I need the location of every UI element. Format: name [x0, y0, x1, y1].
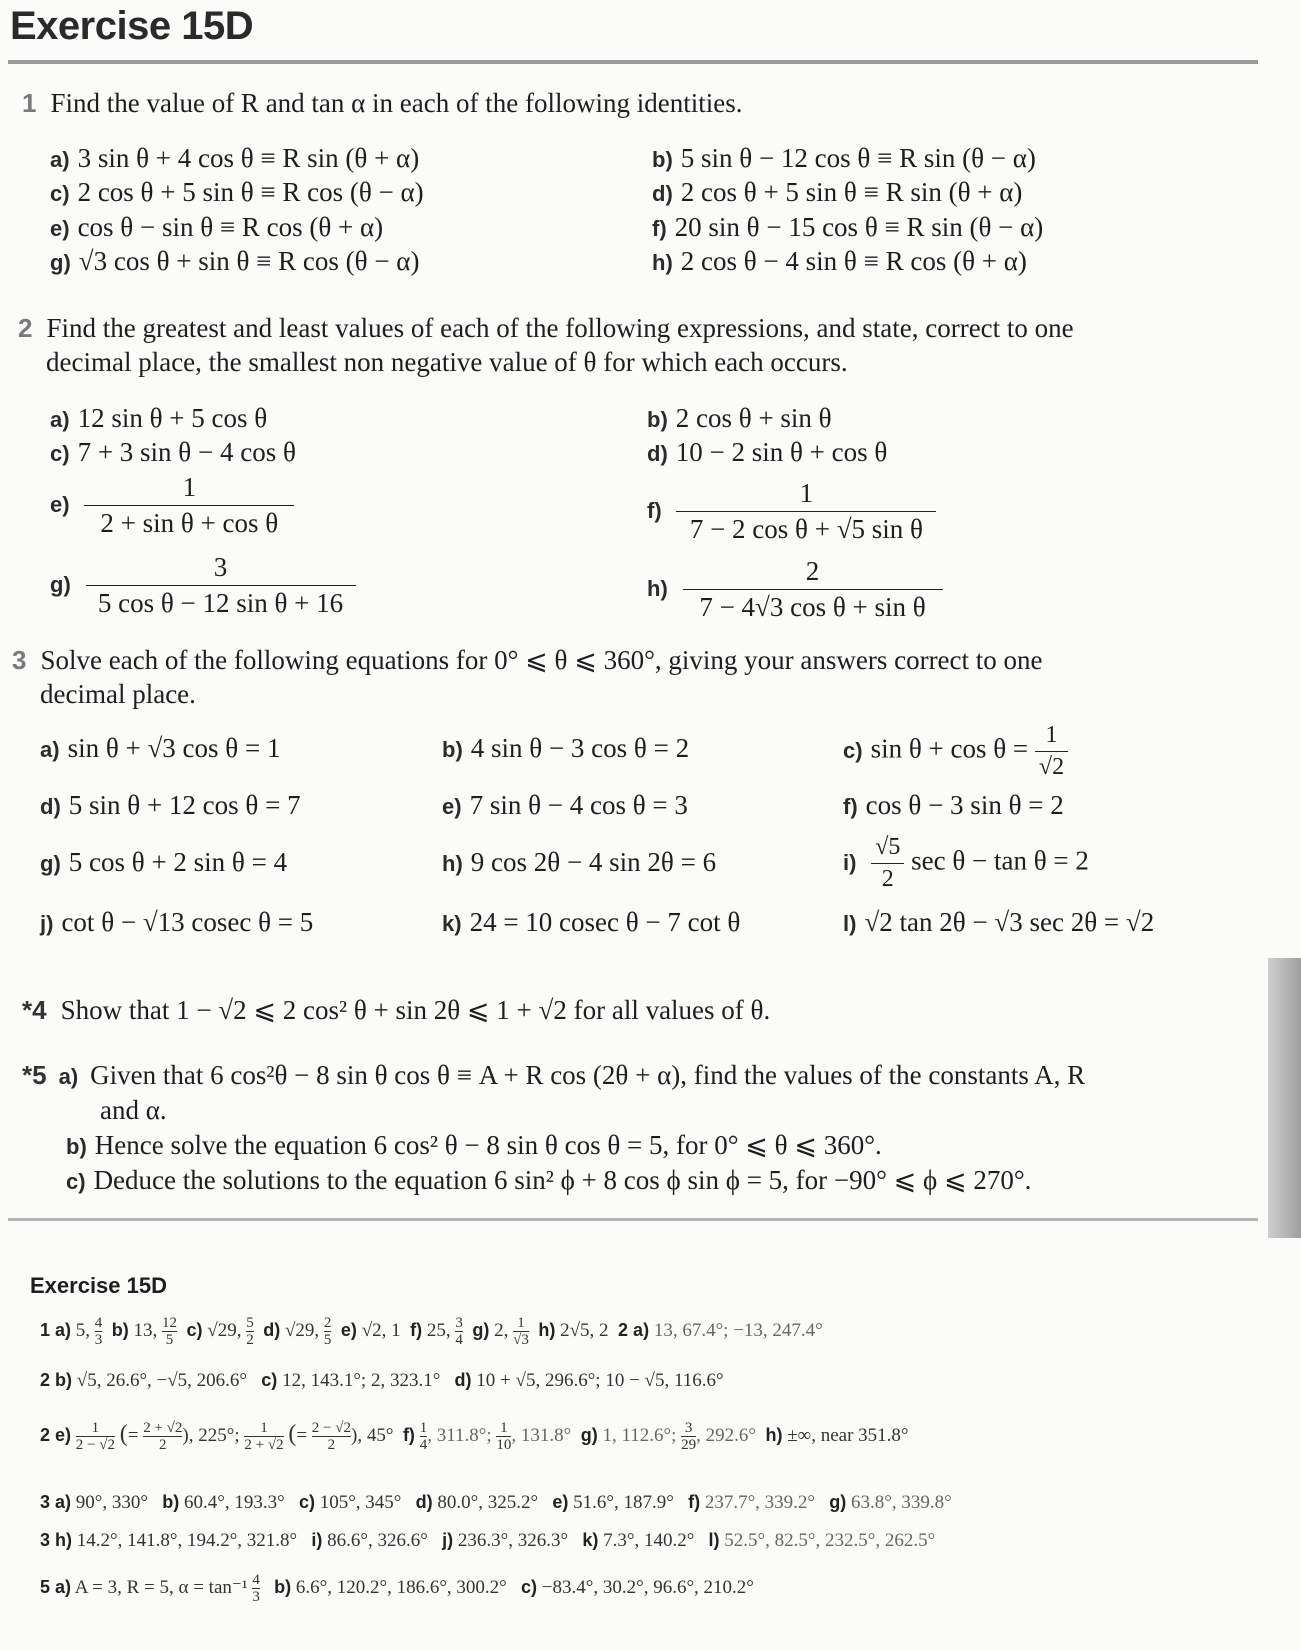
question-number: *4 [22, 995, 47, 1025]
question-number: 3 [12, 645, 27, 675]
q2-item-a: a) 12 sin θ + 5 cos θ [50, 403, 268, 433]
q3-item-l: l) √2 tan 2θ − √3 sec 2θ = √2 [843, 907, 1155, 937]
q1-item-d: d) 2 cos θ + 5 sin θ ≡ R sin (θ + α) [652, 177, 1023, 207]
q1-item-g: g) √3 cos θ + sin θ ≡ R cos (θ − α) [50, 246, 420, 276]
q2-item-g: g) $\frac{3}{\text{5 cos θ − 12 sin θ + 16}}$ [50, 552, 356, 619]
q3-item-b: b) 4 sin θ − 3 cos θ = 2 [442, 733, 690, 763]
question-text: Show that 1 − √2 ⩽ 2 cos² θ + sin 2θ ⩽ 1 + √2 for all values of θ. [60, 995, 771, 1025]
title-rule [8, 60, 1258, 64]
question-5a-line2: and α. [100, 1095, 167, 1125]
q3-item-k: k) 24 = 10 cosec θ − 7 cot θ [442, 907, 741, 937]
q3-item-i: i) $\frac{√5}{2}$ sec θ − tan θ = 2 [843, 834, 1089, 892]
q3-item-f: f) cos θ − 3 sin θ = 2 [843, 790, 1064, 820]
q2-item-d: d) 10 − 2 sin θ + cos θ [647, 437, 888, 467]
q3-item-d: d) 5 sin θ + 12 cos θ = 7 [40, 790, 301, 820]
q1-item-a: a) 3 sin θ + 4 cos θ ≡ R sin (θ + α) [50, 143, 420, 173]
q1-item-f: f) 20 sin θ − 15 cos θ ≡ R sin (θ − α) [652, 212, 1044, 242]
question-text-line2: decimal place, the smallest non negative value of θ for which each occurs. [46, 347, 848, 377]
question-number: *5 [22, 1060, 47, 1090]
answers-row-4: 3 a) 90°, 330° b) 60.4°, 193.3° c) 105°, 345° d) 80.0°, 325.2° e) 51.6°, 187.9° f) 237.7°, 339.2° g) 63.8°, 339.8° [40, 1492, 952, 1513]
q1-item-c: c) 2 cos θ + 5 sin θ ≡ R cos (θ − α) [50, 177, 424, 207]
q3-item-c: c) sin θ + cos θ = $\frac{1}{√2}$ [843, 722, 1068, 781]
answers-row-3: 2 $e) \frac{1}{2 - √2}$ (= $\frac{2 + √2}{2}$ ), 225°; $\frac{1}{2 + √2}$ (= $\frac{2 - √2}{2}$ ), 45° $f) \frac{1}{4}$ , 311.8°; $\frac{1}{10}$ , 131.8° g) 1, 112.6°; $\frac{3}{29}$ , 292.6° h) ±∞, near 351.8° [40, 1420, 909, 1453]
question-number: 2 [18, 313, 33, 343]
question-text-line1: Find the greatest and least values of each of the following expressions, and state, correct to one [46, 313, 1074, 343]
question-number: 1 [22, 88, 37, 118]
page-edge-shadow [1268, 958, 1301, 1238]
q2-item-c: c) 7 + 3 sin θ − 4 cos θ [50, 437, 296, 467]
q1-item-b: b) 5 sin θ − 12 cos θ ≡ R sin (θ − α) [652, 143, 1036, 173]
question-2-header [18, 313, 1074, 344]
answers-row-6: 5 a) A = 3, R = 5, $\alpha = \tan^{-1} \frac{4}{3}$ b) 6.6°, 120.2°, 186.6°, 300.2° c) −83.4°, 30.2°, 96.6°, 210.2° [40, 1572, 754, 1605]
question-text-line1: Solve each of the following equations for 0° ⩽ θ ⩽ 360°, giving your answers correct to one [40, 645, 1043, 675]
question-3-header [12, 645, 1043, 676]
question-text-line2: decimal place. [40, 679, 196, 709]
answers-rule [8, 1218, 1258, 1221]
question-4 [22, 995, 770, 1026]
answers-row-5: 3 h) 14.2°, 141.8°, 194.2°, 321.8° i) 86.6°, 326.6° j) 236.3°, 326.3° k) 7.3°, 140.2° l) 52.5°, 82.5°, 232.5°, 262.5° [40, 1530, 936, 1551]
q3-item-g: g) 5 cos θ + 2 sin θ = 4 [40, 847, 288, 877]
q2-item-f: f) $\frac{1}{\text{7 − 2 cos θ + √5 sin θ}}$ [647, 478, 936, 545]
question-1-header [22, 88, 742, 119]
q3-item-j: j) cot θ − √13 cosec θ = 5 [40, 907, 314, 937]
question-5b: b) Hence solve the equation 6 cos² θ − 8 sin θ cos θ = 5, for 0° ⩽ θ ⩽ 360°. [66, 1130, 882, 1160]
q2-item-h: h) $\frac{2}{\text{7 − 4√3 cos θ + sin θ}}$ [647, 556, 943, 623]
answers-row-1: 1 a) 5, $\frac{4}{3}$ b) 13, $\frac{12}{5}$ c) √29, $\frac{5}{2}$ d) √29, $\frac{2}{5}$ e) √2, 1 f) 25, $\frac{3}{4}$ g) 2, $\frac{1}{√3}$ h) 2√5, 2 2 a) 13, 67.4°; −13, 247.4° [40, 1315, 823, 1348]
answers-row-2: 2 b) √5, 26.6°, −√5, 206.6° c) 12, 143.1°; 2, 323.1° d) 10 + √5, 296.6°; 10 − √5, 116.6° [40, 1370, 724, 1391]
page-title: Exercise 15D [10, 4, 254, 48]
q3-item-e: e) 7 sin θ − 4 cos θ = 3 [442, 790, 688, 820]
question-text: Find the value of R and tan α in each of the following identities. [50, 88, 743, 118]
q1-item-h: h) 2 cos θ − 4 sin θ ≡ R cos (θ + α) [652, 246, 1027, 276]
answers-title: Exercise 15D [30, 1273, 167, 1298]
question-5c: c) Deduce the solutions to the equation 6 sin² ϕ + 8 cos ϕ sin ϕ = 5, for −90° ⩽ ϕ ⩽ 270°. [66, 1165, 1032, 1195]
q3-item-h: h) 9 cos 2θ − 4 sin 2θ = 6 [442, 847, 717, 877]
q1-item-e: e) cos θ − sin θ ≡ R cos (θ + α) [50, 212, 384, 242]
q3-item-a: a) sin θ + √3 cos θ = 1 [40, 733, 281, 763]
question-5a: *5 a) Given that 6 cos²θ − 8 sin θ cos θ ≡ A + R cos (2θ + α), find the values of the constants A, R [22, 1060, 1086, 1090]
q2-item-b: b) 2 cos θ + sin θ [647, 403, 832, 433]
q2-item-e: e) $\frac{1}{\text{2 + sin θ + cos θ}}$ [50, 472, 294, 539]
